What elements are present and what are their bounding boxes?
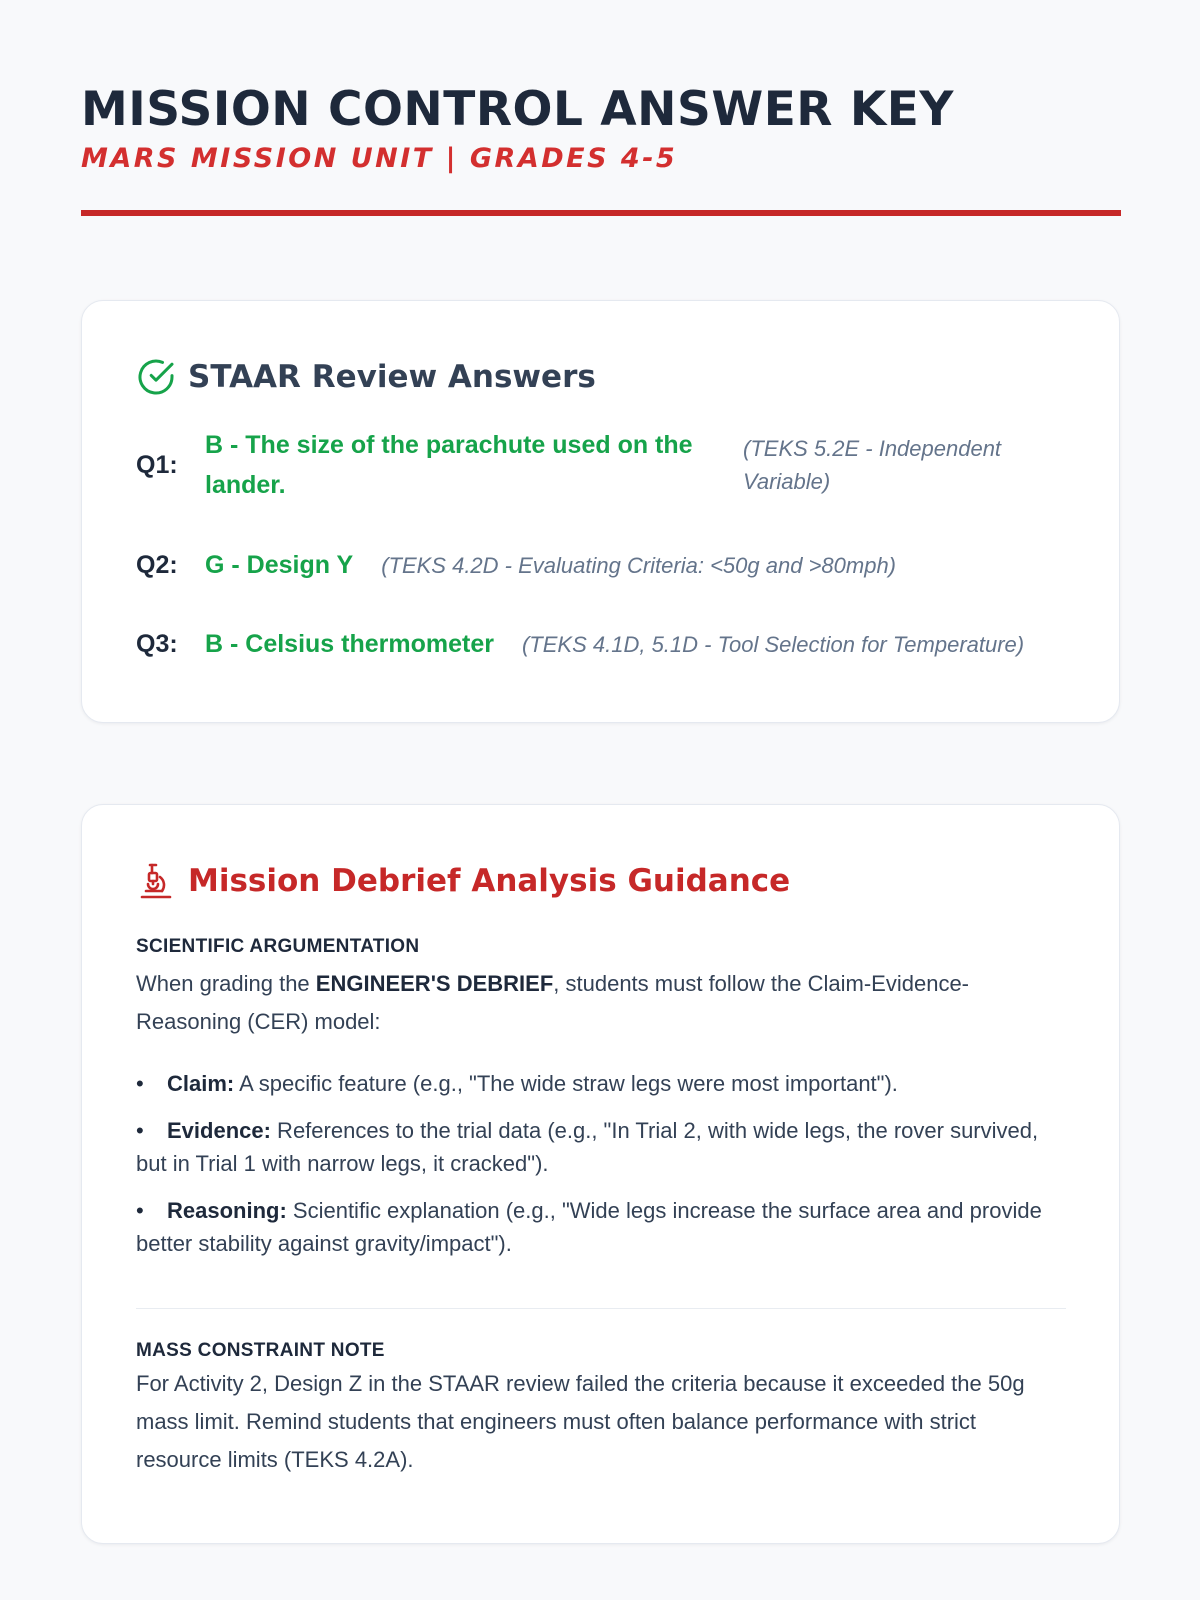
argumentation-section-label: SCIENTIFIC ARGUMENTATION [136, 936, 420, 957]
question-answer: G - Design Y [205, 551, 354, 579]
mass-constraint-paragraph: For Activity 2, Design Z in the STAAR review failed the criteria because it exceeded the 50g mass limit. Remind students that engineers must often balance performance with strict resource limits (TEKS 4.2A). [136, 1371, 1025, 1472]
cer-description: References to the trial data (e.g., "In Trial 2, with wide legs, the rover survived, but in Trial 1 with narrow legs, it cracked"). [136, 1118, 1039, 1176]
debrief-card-header [136, 861, 790, 901]
debrief-card-title: Mission Debrief Analysis Guidance [188, 863, 791, 899]
section-divider [136, 1308, 1066, 1309]
staar-question-1 [136, 425, 1033, 505]
cer-term: Reasoning: [167, 1198, 287, 1223]
staar-question-3 [136, 624, 1024, 664]
question-teks-reference: (TEKS 5.2E - Independent Variable) [743, 436, 1002, 494]
question-teks-reference: (TEKS 4.1D, 5.1D - Tool Selection for Temperature) [521, 631, 1025, 657]
cer-term: Evidence: [167, 1118, 271, 1143]
document-title: MISSION CONTROL ANSWER KEY [81, 82, 954, 137]
question-number: Q2: [136, 550, 178, 579]
staar-card-title: STAAR Review Answers [188, 359, 596, 395]
cer-criteria-list [136, 1067, 1066, 1274]
cer-description: A specific feature (e.g., "The wide straw legs were most important"). [234, 1071, 898, 1096]
bullet-icon: • [136, 1118, 144, 1143]
document-subtitle: MARS MISSION UNIT | GRADES 4-5 [81, 143, 678, 174]
staar-answers-card [81, 300, 1120, 723]
mass-constraint-section-label: MASS CONSTRAINT NOTE [136, 1340, 385, 1361]
cer-intro-paragraph [136, 965, 1066, 1041]
list-item [136, 1194, 1066, 1260]
title-divider [81, 210, 1121, 216]
question-answer: B - The size of the parachute used on the lander. [205, 431, 693, 499]
question-number: Q3: [136, 629, 178, 658]
question-teks-reference: (TEKS 4.2D - Evaluating Criteria: <50g and >80mph) [381, 552, 897, 578]
bullet-icon: • [136, 1198, 144, 1223]
debrief-guidance-card [81, 804, 1120, 1544]
cer-intro-text: When grading the [136, 971, 316, 996]
list-item [136, 1114, 1066, 1180]
staar-card-header [136, 357, 596, 397]
list-item [136, 1067, 1066, 1100]
cer-intro-text-continued: , students must follow the Claim-Evidence-Reasoning (CER) model: [136, 971, 970, 1034]
check-circle-icon [136, 357, 176, 397]
staar-question-2 [136, 545, 896, 585]
engineers-debrief-emphasis: ENGINEER'S DEBRIEF [315, 971, 554, 996]
microscope-icon [136, 861, 176, 901]
question-number: Q1: [136, 450, 178, 479]
cer-description: Scientific explanation (e.g., "Wide legs increase the surface area and provide better stability against gravity/impact"). [136, 1198, 1042, 1256]
question-answer: B - Celsius thermometer [205, 630, 494, 658]
cer-term: Claim: [167, 1071, 235, 1096]
bullet-icon: • [136, 1071, 144, 1096]
